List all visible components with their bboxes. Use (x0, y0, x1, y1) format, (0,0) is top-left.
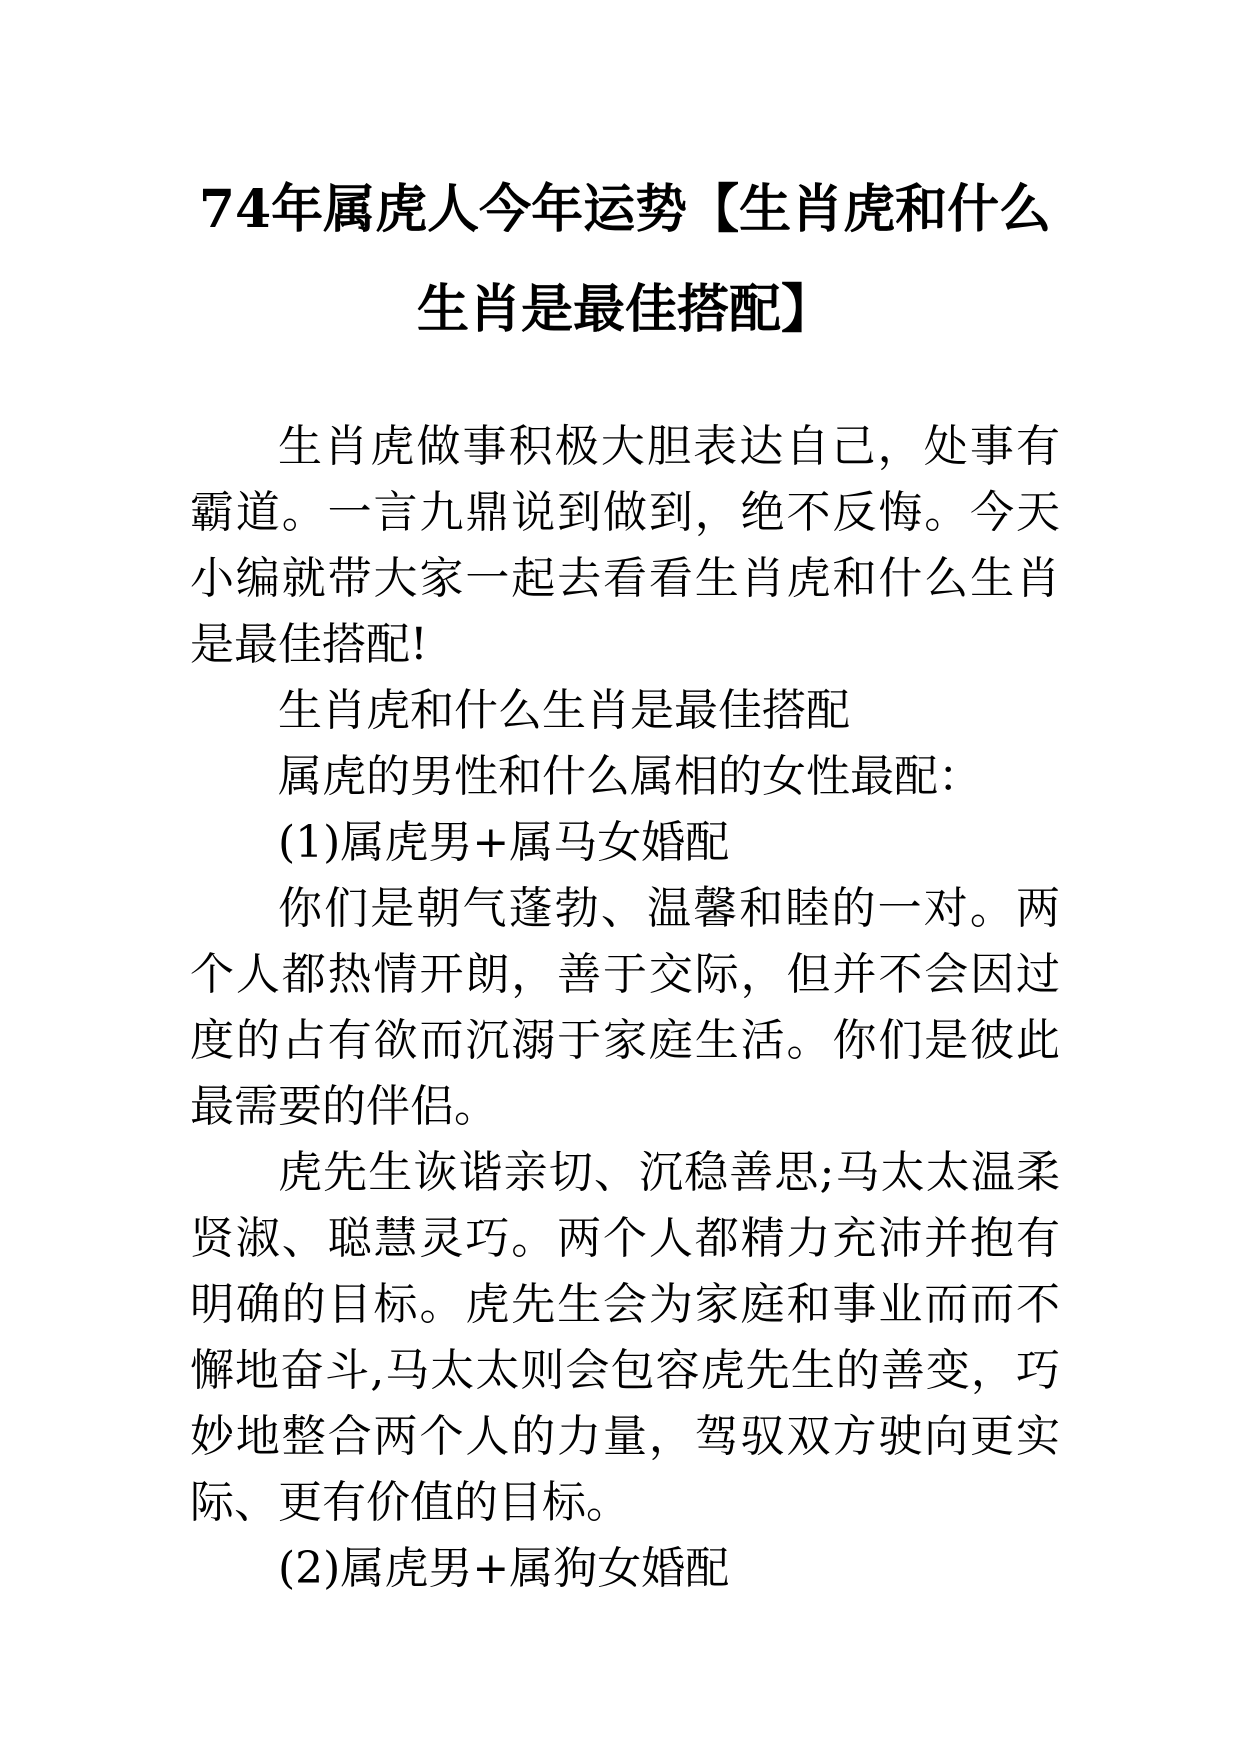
paragraph-subheading: 属虎的男性和什么属相的女性最配： (278, 751, 982, 802)
document-body (190, 414, 1060, 1602)
document-title: 74年属虎人今年运势【生肖虎和什么生肖是最佳搭配】 (198, 179, 1052, 340)
paragraph-item-1-heading: (1)属虎男+属马女婚配 (278, 817, 730, 868)
paragraph-item-2-heading: (2)属虎男+属狗女婚配 (278, 1543, 730, 1594)
paragraph-section-heading: 生肖虎和什么生肖是最佳搭配 (278, 685, 850, 736)
paragraph-item-1-text-b: 虎先生诙谐亲切、沉稳善思;马太太温柔贤淑、聪慧灵巧。两个人都精力充沛并抱有明确的目标。虎先生会为家庭和事业而而不懈地奋斗,马太太则会包容虎先生的善变，巧妙地整合两个人的力量，驾驭双方驶向更实际、更有价值的目标。 (190, 1147, 1060, 1528)
paragraph-item-1-text-a: 你们是朝气蓬勃、温馨和睦的一对。两个人都热情开朗，善于交际，但并不会因过度的占有欲而沉溺于家庭生活。你们是彼此最需要的伴侣。 (190, 883, 1060, 1132)
paragraph-intro: 生肖虎做事积极大胆表达自己，处事有霸道。一言九鼎说到做到，绝不反悔。今天小编就带大家一起去看看生肖虎和什么生肖是最佳搭配! (190, 421, 1060, 670)
